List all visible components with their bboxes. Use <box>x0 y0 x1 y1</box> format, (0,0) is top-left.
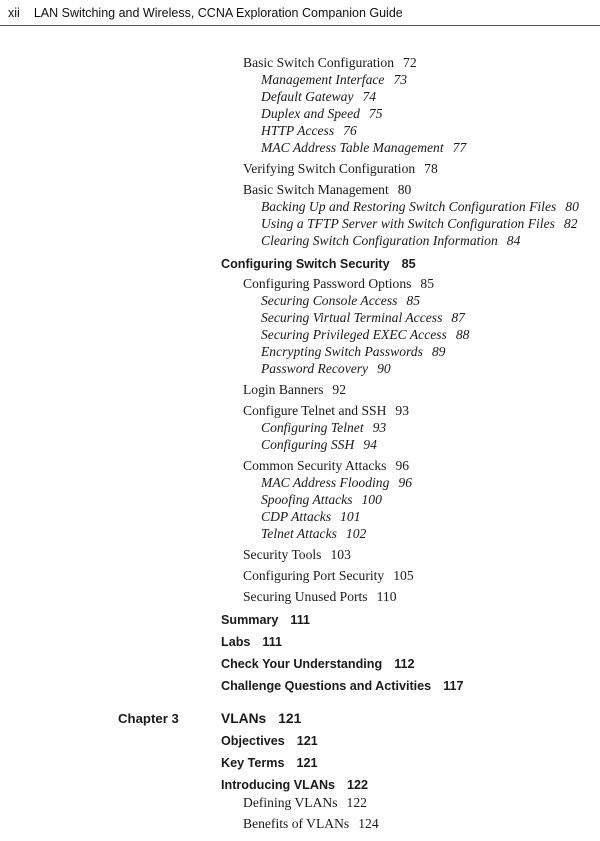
toc-entry-page: 103 <box>330 547 351 562</box>
toc-entry-page: 93 <box>372 420 387 435</box>
toc-entry-title: Configuring Telnet <box>261 420 364 435</box>
toc-entry-title: MAC Address Table Management <box>261 140 444 155</box>
toc-entry-telnet-attacks[interactable] <box>0 525 600 542</box>
toc-entry-page: 112 <box>394 657 415 671</box>
toc-entry-title: Security Tools <box>243 547 322 562</box>
toc-entry-title: MAC Address Flooding <box>261 475 390 490</box>
toc-entry-page: 93 <box>395 403 409 418</box>
toc-entry-title: HTTP Access <box>261 123 335 138</box>
table-of-contents <box>0 54 600 832</box>
toc-entry-title: Backing Up and Restoring Switch Configuration Files <box>261 199 557 214</box>
toc-entry-page: 94 <box>363 437 377 452</box>
toc-entry-duplex-and-speed[interactable] <box>0 105 600 122</box>
toc-entry-title: Configuring Password Options <box>243 276 412 291</box>
toc-entry-spoofing-attacks[interactable] <box>0 491 600 508</box>
toc-entry-mac-address-flooding[interactable] <box>0 474 600 491</box>
page-number: xii <box>8 6 20 20</box>
toc-entry-page: 72 <box>403 55 417 70</box>
toc-entry-title: Configuring Switch Security <box>221 257 390 271</box>
toc-entry-title: Password Recovery <box>261 361 369 376</box>
running-head <box>8 6 403 20</box>
toc-entry-cdp-attacks[interactable] <box>0 508 600 525</box>
toc-entry-page: 96 <box>395 458 410 473</box>
toc-entry-using-tftp-server[interactable] <box>0 215 600 232</box>
toc-entry-title: Login Banners <box>243 382 324 397</box>
toc-entry-title: Configure Telnet and SSH <box>243 403 387 418</box>
toc-entry-securing-vty-access[interactable] <box>0 309 600 326</box>
toc-entry-title: Common Security Attacks <box>243 458 387 473</box>
toc-entry-page: 76 <box>343 123 357 138</box>
toc-entry-title: Spoofing Attacks <box>261 492 353 507</box>
toc-entry-page: 100 <box>361 492 382 507</box>
toc-entry-page: 124 <box>358 816 379 831</box>
toc-section-objectives[interactable] <box>0 733 600 750</box>
toc-entry-title: Defining VLANs <box>243 795 338 810</box>
toc-entry-configuring-ssh[interactable] <box>0 436 600 453</box>
toc-entry-page: 74 <box>362 89 377 104</box>
toc-entry-page: 85 <box>420 276 435 291</box>
toc-entry-page: 77 <box>452 140 467 155</box>
toc-entry-page: 117 <box>443 679 464 693</box>
toc-entry-page: 75 <box>368 106 383 121</box>
toc-entry-title: Telnet Attacks <box>261 526 337 541</box>
toc-entry-title: Securing Unused Ports <box>243 589 368 604</box>
toc-entry-page: 122 <box>347 778 369 792</box>
toc-entry-title: Management Interface <box>261 72 385 87</box>
toc-entry-title: Objectives <box>221 734 285 748</box>
toc-entry-title: Using a TFTP Server with Switch Configuration Files <box>261 216 555 231</box>
toc-entry-title: Configuring Port Security <box>243 568 385 583</box>
toc-entry-title: Labs <box>221 635 251 649</box>
toc-entry-title: Key Terms <box>221 756 285 770</box>
toc-entry-page: 80 <box>397 182 412 197</box>
toc-entry-page: 78 <box>424 161 438 176</box>
toc-section-configuring-switch-security[interactable] <box>0 256 600 273</box>
toc-entry-title: Securing Console Access <box>261 293 398 308</box>
toc-entry-page: 101 <box>340 509 361 524</box>
toc-entry-page: 110 <box>376 589 397 604</box>
toc-entry-page: 111 <box>290 613 311 627</box>
toc-entry-page: 92 <box>332 382 347 397</box>
toc-entry-title: Benefits of VLANs <box>243 816 350 831</box>
toc-entry-defining-vlans[interactable] <box>0 794 600 811</box>
toc-entry-title: Securing Privileged EXEC Access <box>261 327 447 342</box>
toc-entry-title: Verifying Switch Configuration <box>243 161 416 176</box>
toc-entry-page: 73 <box>393 72 408 87</box>
toc-entry-page: 84 <box>506 233 521 248</box>
toc-entry-page: 87 <box>451 310 465 325</box>
toc-entry-securing-console-access[interactable] <box>0 292 600 309</box>
toc-entry-page: 89 <box>431 344 446 359</box>
toc-entry-title: Configuring SSH <box>261 437 355 452</box>
toc-section-introducing-vlans[interactable] <box>0 777 600 794</box>
toc-entry-page: 82 <box>563 216 578 231</box>
toc-entry-page: 80 <box>565 199 579 214</box>
toc-entry-configuring-port-security[interactable] <box>0 567 600 584</box>
header-rule <box>0 25 600 26</box>
toc-entry-title: Securing Virtual Terminal Access <box>261 310 443 325</box>
toc-entry-password-recovery[interactable] <box>0 360 600 377</box>
toc-entry-benefits-of-vlans[interactable] <box>0 815 600 832</box>
toc-entry-title: Default Gateway <box>261 89 354 104</box>
toc-entry-configuring-password-options[interactable] <box>0 275 600 292</box>
toc-entry-page: 85 <box>406 293 421 308</box>
toc-entry-page: 105 <box>393 568 414 583</box>
toc-chapter-3[interactable] <box>0 710 600 728</box>
toc-entry-backing-up-restoring[interactable] <box>0 198 600 215</box>
toc-section-summary[interactable] <box>0 612 600 629</box>
toc-section-challenge-questions[interactable] <box>0 678 600 695</box>
toc-entry-management-interface[interactable] <box>0 71 600 88</box>
chapter-title: VLANs <box>221 711 267 726</box>
toc-section-labs[interactable] <box>0 634 600 651</box>
toc-entry-default-gateway[interactable] <box>0 88 600 105</box>
toc-entry-securing-privileged-exec[interactable] <box>0 326 600 343</box>
toc-entry-page: 102 <box>345 526 367 541</box>
book-title: LAN Switching and Wireless, CCNA Exploration Companion Guide <box>33 6 403 20</box>
toc-entry-page: 85 <box>401 257 416 271</box>
toc-entry-title: Basic Switch Management <box>243 182 389 197</box>
toc-entry-page: 121 <box>278 711 302 726</box>
toc-entry-securing-unused-ports[interactable] <box>0 588 600 605</box>
toc-entry-page: 122 <box>346 795 367 810</box>
toc-entry-page: 90 <box>377 361 391 376</box>
toc-entry-configuring-telnet[interactable] <box>0 419 600 436</box>
toc-entry-title: Basic Switch Configuration <box>243 55 395 70</box>
toc-entry-title: Summary <box>221 613 279 627</box>
toc-entry-mac-address-table-management[interactable] <box>0 139 600 156</box>
chapter-label: Chapter 3 <box>118 711 179 726</box>
toc-entry-clearing-switch-config[interactable] <box>0 232 600 249</box>
toc-entry-basic-switch-configuration[interactable] <box>0 54 600 71</box>
toc-entry-title: Duplex and Speed <box>261 106 360 121</box>
toc-entry-title: CDP Attacks <box>261 509 332 524</box>
toc-section-check-your-understanding[interactable] <box>0 656 600 673</box>
toc-entry-title: Encrypting Switch Passwords <box>261 344 423 359</box>
toc-entry-title: Clearing Switch Configuration Information <box>261 233 498 248</box>
toc-section-key-terms[interactable] <box>0 755 600 772</box>
toc-entry-page: 88 <box>455 327 470 342</box>
toc-entry-basic-switch-management[interactable] <box>0 181 600 198</box>
toc-entry-security-tools[interactable] <box>0 546 600 563</box>
toc-entry-title: Introducing VLANs <box>221 778 336 792</box>
toc-entry-verifying-switch-configuration[interactable] <box>0 160 600 177</box>
toc-entry-login-banners[interactable] <box>0 381 600 398</box>
toc-entry-configure-telnet-ssh[interactable] <box>0 402 600 419</box>
toc-entry-page: 96 <box>398 475 412 490</box>
toc-entry-common-security-attacks[interactable] <box>0 457 600 474</box>
toc-entry-http-access[interactable] <box>0 122 600 139</box>
toc-entry-title: Check Your Understanding <box>221 657 383 671</box>
toc-entry-encrypting-switch-passwords[interactable] <box>0 343 600 360</box>
toc-entry-page: 121 <box>296 756 318 770</box>
toc-entry-page: 111 <box>262 635 283 649</box>
toc-entry-title: Challenge Questions and Activities <box>221 679 432 693</box>
toc-entry-page: 121 <box>296 734 318 748</box>
